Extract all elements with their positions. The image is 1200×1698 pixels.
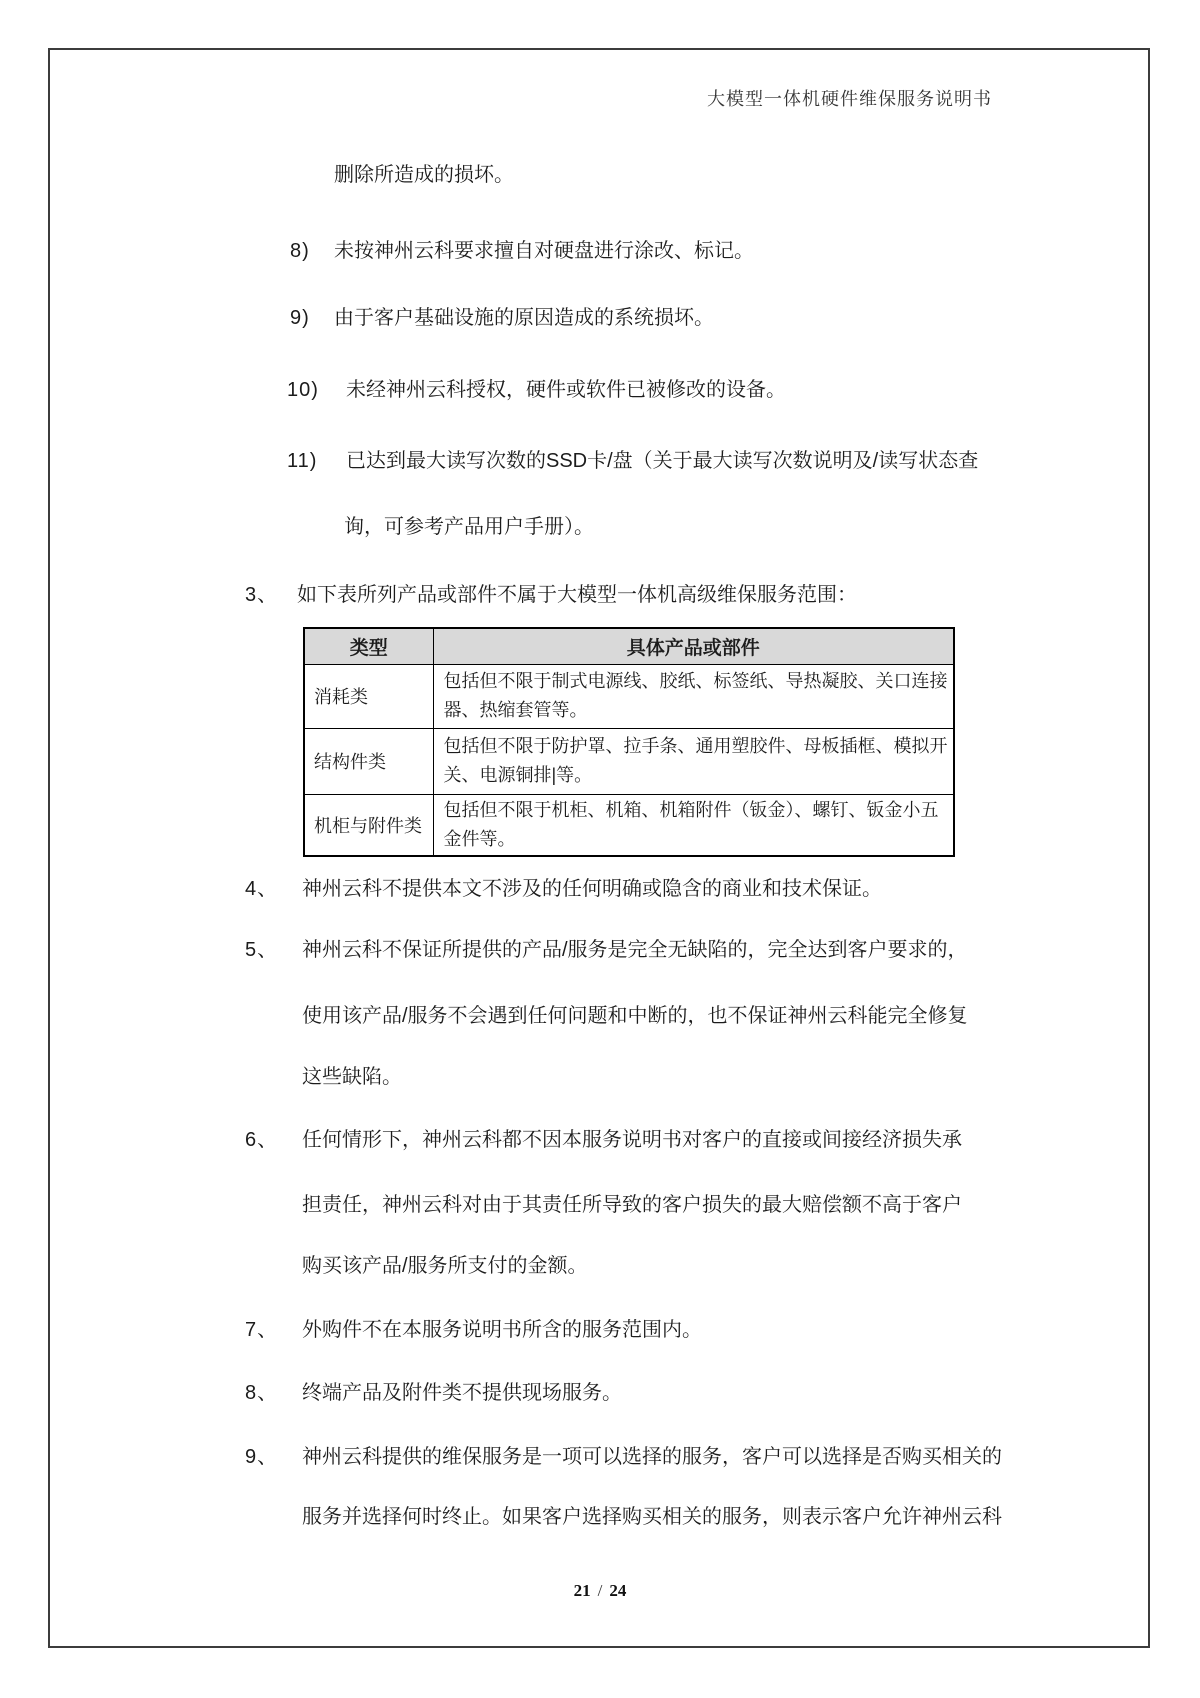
list-item-number: 9、 — [245, 1446, 279, 1468]
table-cell-type: 消耗类 — [304, 664, 433, 728]
footer-page-separator: / — [597, 1581, 603, 1600]
page-footer — [0, 1581, 1200, 1601]
table-cell-line: 器、热缩套管等。 — [443, 700, 588, 720]
table-header-detail: 具体产品或部件 — [433, 628, 954, 664]
list-item-text: 任何情形下，神州云科都不因本服务说明书对客户的直接或间接经济损失承 — [302, 1129, 962, 1151]
list-item-number: 7、 — [245, 1319, 279, 1341]
table-cell-type: 机柜与附件类 — [304, 794, 433, 856]
list-item-text: 神州云科不保证所提供的产品/服务是完全无缺陷的，完全达到客户要求的， — [302, 939, 968, 961]
table-header-type: 类型 — [304, 628, 433, 664]
table-cell-type: 结构件类 — [304, 728, 433, 794]
list-item-number: 6、 — [245, 1129, 279, 1151]
list-item-number: 8) — [290, 240, 310, 262]
list-item-number: 8、 — [245, 1382, 279, 1404]
list-item-text: 这些缺陷。 — [302, 1066, 402, 1088]
list-item-text: 询，可参考产品用户手册）。 — [344, 516, 594, 538]
list-item-text: 神州云科不提供本文不涉及的任何明确或隐含的商业和技术保证。 — [302, 878, 882, 900]
list-item-number: 9) — [290, 307, 310, 329]
table-cell-line: 包括但不限于制式电源线、胶纸、标签纸、导热凝胶、关口连接 — [443, 671, 948, 691]
document-header-title: 大模型一体机硬件维保服务说明书 — [707, 89, 992, 109]
table-cell-line: 包括但不限于防护罩、拉手条、通用塑胶件、母板插框、模拟开 — [443, 736, 948, 756]
footer-page-total: 24 — [609, 1581, 627, 1600]
list-item-number: 10) — [287, 379, 319, 401]
list-item-text: 已达到最大读写次数的SSD卡/盘（关于最大读写次数说明及/读写状态查 — [346, 450, 979, 472]
list-item-text: 神州云科提供的维保服务是一项可以选择的服务，客户可以选择是否购买相关的 — [302, 1446, 1002, 1468]
list-item-text: 购买该产品/服务所支付的金额。 — [302, 1255, 588, 1277]
list-item-text: 如下表所列产品或部件不属于大模型一体机高级维保服务范围： — [297, 584, 857, 606]
table-cell-detail — [433, 664, 954, 728]
table-row — [304, 794, 954, 856]
list-item-text: 使用该产品/服务不会遇到任何问题和中断的，也不保证神州云科能完全修复 — [302, 1005, 968, 1027]
list-item-text: 未按神州云科要求擅自对硬盘进行涂改、标记。 — [334, 240, 754, 262]
list-item-number: 4、 — [245, 878, 279, 900]
list-item-text: 终端产品及附件类不提供现场服务。 — [302, 1382, 622, 1404]
table-cell-detail — [433, 794, 954, 856]
list-item-number: 3、 — [245, 584, 279, 606]
paragraph-line: 删除所造成的损坏。 — [334, 164, 514, 186]
list-item-text: 外购件不在本服务说明书所含的服务范围内。 — [302, 1319, 702, 1341]
footer-page-current: 21 — [573, 1581, 591, 1600]
list-item-text: 未经神州云科授权，硬件或软件已被修改的设备。 — [346, 379, 786, 401]
table-cell-detail — [433, 728, 954, 794]
list-item-text: 由于客户基础设施的原因造成的系统损坏。 — [334, 307, 714, 329]
table-cell-line: 包括但不限于机柜、机箱、机箱附件（钣金）、螺钉、钣金小五 — [443, 799, 939, 820]
table-header-row — [304, 628, 954, 664]
table-row — [304, 728, 954, 794]
table-cell-line: 关、电源铜排|等。 — [443, 765, 593, 785]
table-row — [304, 664, 954, 728]
excluded-products-table — [303, 627, 955, 857]
list-item-text: 担责任，神州云科对由于其责任所导致的客户损失的最大赔偿额不高于客户 — [302, 1194, 962, 1216]
list-item-number: 5、 — [245, 939, 279, 961]
table-cell-line: 金件等。 — [443, 828, 516, 849]
list-item-text: 服务并选择何时终止。如果客户选择购买相关的服务，则表示客户允许神州云科 — [302, 1506, 1002, 1528]
list-item-number: 11) — [287, 450, 318, 472]
